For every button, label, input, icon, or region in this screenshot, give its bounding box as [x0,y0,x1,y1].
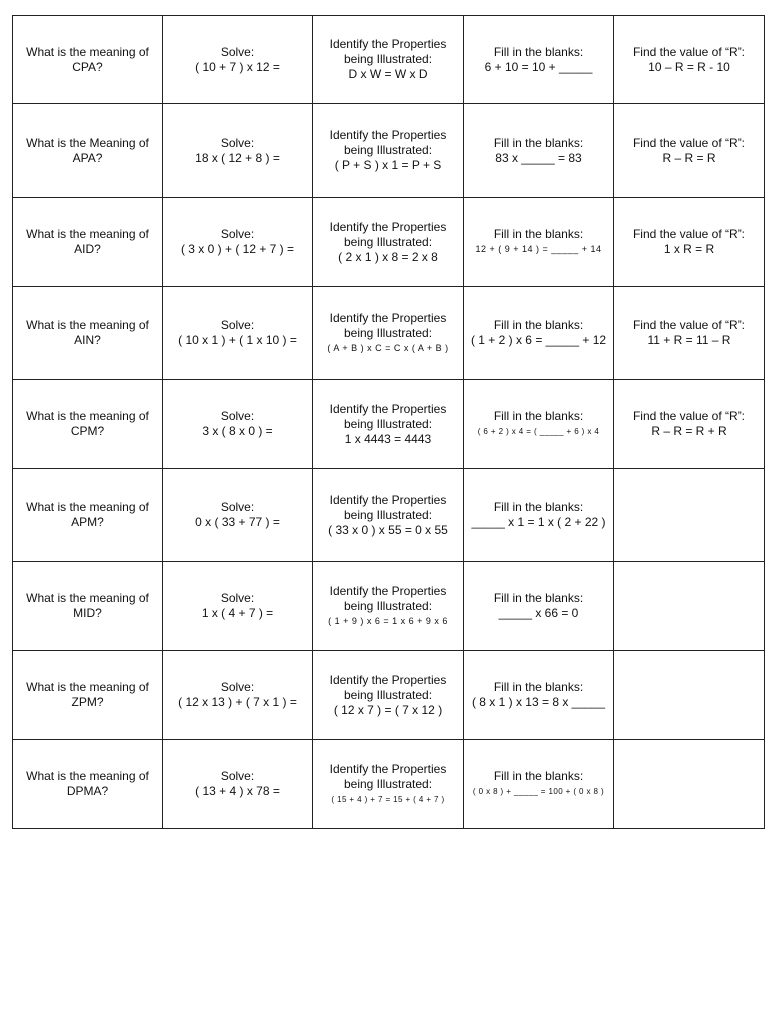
meaning-cell [13,469,163,562]
meaning-question: What is the meaning of CPA? [26,44,149,74]
table-row [13,562,765,651]
find-r-label: Find the value of “R”: [632,227,746,241]
meaning-question: What is the meaning of APM? [26,500,149,529]
find-r-label: Find the value of “R”: [632,44,746,59]
identify-cell [313,16,464,104]
identify-expression: ( P + S ) x 1 = P + S [334,158,442,172]
find-r-expression: 10 – R = R - 10 [648,59,730,74]
table-row [13,287,765,380]
meaning-cell [13,562,163,651]
meaning-cell [13,287,163,380]
solve-label: Solve: [220,135,255,150]
solve-cell [163,469,313,562]
solve-expression: 1 x ( 4 + 7 ) = [201,606,274,620]
identify-cell [313,198,464,287]
identify-label: Identify the Properties being Illustrated: [329,128,447,157]
identify-cell [313,469,464,562]
identify-expression: ( 33 x 0 ) x 55 = 0 x 55 [328,522,448,537]
fill-label: Fill in the blanks: [493,44,584,59]
find-r-expression: R – R = R + R [651,424,727,438]
solve-label: Solve: [220,591,255,605]
identify-label: Identify the Properties being Illustrated: [329,219,447,249]
identify-expression: ( 15 + 4 ) + 7 = 15 + ( 4 + 7 ) [331,794,445,804]
table-row [13,469,765,562]
fill-expression: ( 1 + 2 ) x 6 = _____ + 12 [470,333,607,347]
meaning-question: What is the meaning of DPMA? [26,769,149,798]
identify-expression: ( A + B ) x C = C x ( A + B ) [327,342,449,353]
fill-expression: _____ x 66 = 0 [498,606,579,620]
solve-cell [163,562,313,651]
identify-cell [313,380,464,469]
identify-label: Identify the Properties being Illustrated: [329,310,447,340]
solve-cell [163,16,313,104]
meaning-question: What is the Meaning of APA? [26,135,149,165]
solve-expression: 3 x ( 8 x 0 ) = [202,424,273,438]
meaning-question: What is the meaning of ZPM? [26,680,149,709]
find-r-label: Find the value of “R”: [632,318,746,332]
solve-label: Solve: [220,409,255,423]
meaning-question: What is the meaning of AIN? [26,318,149,347]
find-r-label: Find the value of “R”: [632,409,746,423]
identify-label: Identify the Properties being Illustrated: [329,672,447,702]
find-r-cell [614,562,765,651]
identify-label: Identify the Properties being Illustrated: [329,401,447,431]
identify-expression: ( 2 x 1 ) x 8 = 2 x 8 [338,249,438,264]
fill-expression: 83 x _____ = 83 [495,150,582,165]
table-row [13,104,765,198]
identify-expression: 1 x 4443 = 4443 [344,431,432,446]
fill-cell [464,651,614,740]
fill-label: Fill in the blanks: [493,318,584,332]
fill-label: Fill in the blanks: [493,500,584,514]
question-grid [12,15,765,829]
fill-cell [464,562,614,651]
solve-cell [163,380,313,469]
fill-cell [464,16,614,104]
table-row [13,198,765,287]
find-r-expression: R – R = R [662,150,716,165]
solve-expression: ( 13 + 4 ) x 78 = [195,784,280,798]
solve-expression: ( 12 x 13 ) + ( 7 x 1 ) = [178,695,297,709]
fill-cell [464,104,614,198]
identify-cell [313,287,464,380]
identify-label: Identify the Properties being Illustrated: [329,37,447,66]
identify-cell [313,651,464,740]
meaning-cell [13,104,163,198]
solve-cell [163,104,313,198]
meaning-cell [13,380,163,469]
find-r-expression: 1 x R = R [663,242,715,256]
identify-label: Identify the Properties being Illustrated: [329,492,447,522]
find-r-cell [614,287,765,380]
fill-cell [464,198,614,287]
identify-expression: ( 1 + 9 ) x 6 = 1 x 6 + 9 x 6 [328,615,448,626]
find-r-expression: 11 + R = 11 – R [647,333,731,347]
meaning-cell [13,198,163,287]
solve-expression: ( 3 x 0 ) + ( 12 + 7 ) = [180,242,295,256]
solve-expression: 18 x ( 12 + 8 ) = [195,150,280,165]
identify-cell [313,740,464,829]
fill-expression: 6 + 10 = 10 + _____ [484,59,593,74]
solve-cell [163,740,313,829]
fill-label: Fill in the blanks: [493,680,584,694]
meaning-question: What is the meaning of AID? [26,227,149,256]
fill-label: Fill in the blanks: [493,769,584,783]
identify-label: Identify the Properties being Illustrated: [329,583,447,613]
fill-cell [464,740,614,829]
solve-expression: 0 x ( 33 + 77 ) = [195,515,280,529]
fill-cell [464,469,614,562]
identify-expression: D x W = W x D [348,67,428,81]
fill-cell [464,380,614,469]
solve-label: Solve: [220,680,255,694]
fill-label: Fill in the blanks: [493,135,584,150]
fill-expression: ( 0 x 8 ) + _____ = 100 + ( 0 x 8 ) [472,787,605,796]
fill-cell [464,287,614,380]
identify-cell [313,562,464,651]
fill-expression: ( 8 x 1 ) x 13 = 8 x _____ [471,695,606,709]
fill-expression: 12 + ( 9 + 14 ) = _____ + 14 [475,244,602,254]
find-r-cell [614,651,765,740]
table-row [13,740,765,829]
solve-cell [163,651,313,740]
meaning-cell [13,16,163,104]
solve-expression: ( 10 + 7 ) x 12 = [195,59,280,74]
solve-label: Solve: [220,44,255,59]
solve-expression: ( 10 x 1 ) + ( 1 x 10 ) = [178,333,297,347]
identify-label: Identify the Properties being Illustrated: [329,761,447,791]
solve-cell [163,198,313,287]
meaning-question: What is the meaning of MID? [26,591,149,620]
identify-cell [313,104,464,198]
find-r-cell [614,740,765,829]
solve-cell [163,287,313,380]
table-row [13,651,765,740]
fill-label: Fill in the blanks: [493,409,584,423]
solve-label: Solve: [220,227,255,241]
fill-label: Fill in the blanks: [493,227,584,241]
table-row [13,380,765,469]
meaning-cell [13,740,163,829]
find-r-cell [614,16,765,104]
solve-label: Solve: [220,318,255,332]
find-r-cell [614,104,765,198]
meaning-cell [13,651,163,740]
find-r-cell [614,380,765,469]
solve-label: Solve: [220,769,255,783]
solve-label: Solve: [220,500,255,514]
fill-expression: ( 6 + 2 ) x 4 = ( _____ + 6 ) x 4 [477,427,600,436]
identify-expression: ( 12 x 7 ) = ( 7 x 12 ) [333,702,443,717]
fill-expression: _____ x 1 = 1 x ( 2 + 22 ) [471,515,606,529]
table-row [13,16,765,104]
meaning-question: What is the meaning of CPM? [26,409,149,438]
fill-label: Fill in the blanks: [493,591,584,605]
find-r-cell [614,469,765,562]
find-r-label: Find the value of “R”: [632,135,746,150]
find-r-cell [614,198,765,287]
